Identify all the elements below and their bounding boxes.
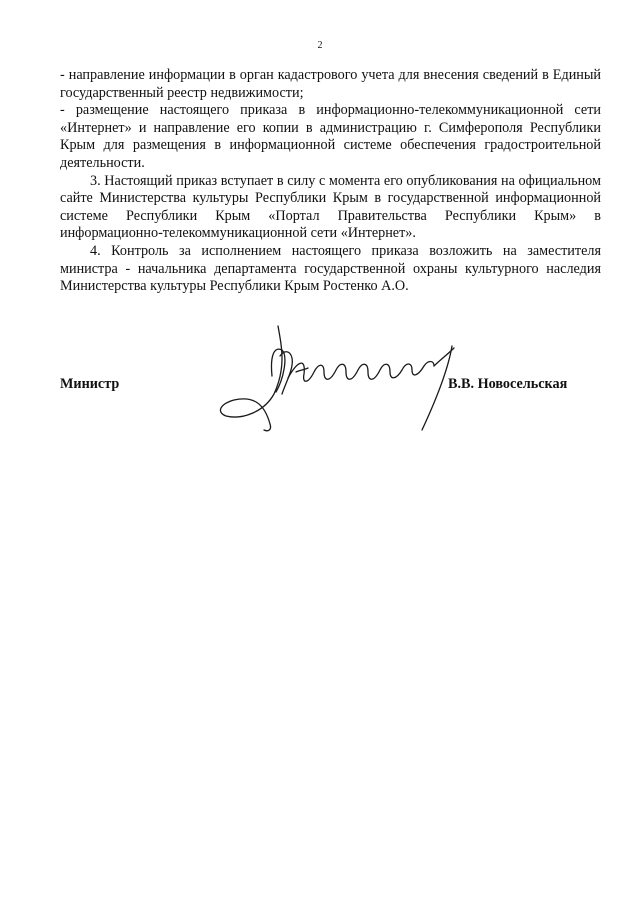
- document-body: [60, 67, 601, 296]
- paragraph-cadastral: - направление информации в орган кадастрового учета для внесения сведений в Единый государственный реестр недвижимости;: [60, 67, 601, 101]
- page-number: 2: [317, 40, 323, 51]
- paragraph-control: 4. Контроль за исполнением настоящего приказа возложить на заместителя министра - начальника департамента государственной охраны культурного наследия Министерства культуры Республики Крым Ростенко А.О.: [60, 242, 601, 295]
- signature-block: [60, 376, 601, 396]
- signer-name: В.В. Новосельская: [448, 376, 568, 392]
- signer-position: Министр: [60, 376, 120, 392]
- paragraph-internet-publication: - размещение настоящего приказа в информационно-телекоммуникационной сети «Интернет» и направление его копии в администрацию г. Симферополя Республики Крым для размещения в информационной системе обеспечения градостроительной деятельности.: [60, 102, 601, 171]
- paragraph-effective-date: 3. Настоящий приказ вступает в силу с момента его опубликования на официальном сайте Министерства культуры Республики Крым в государственной информационной системе Республики Крым «Портал Правительства Республики Крым» в информационно-телекоммуникационной сети «Интернет».: [60, 172, 601, 242]
- handwritten-signature: [212, 312, 462, 436]
